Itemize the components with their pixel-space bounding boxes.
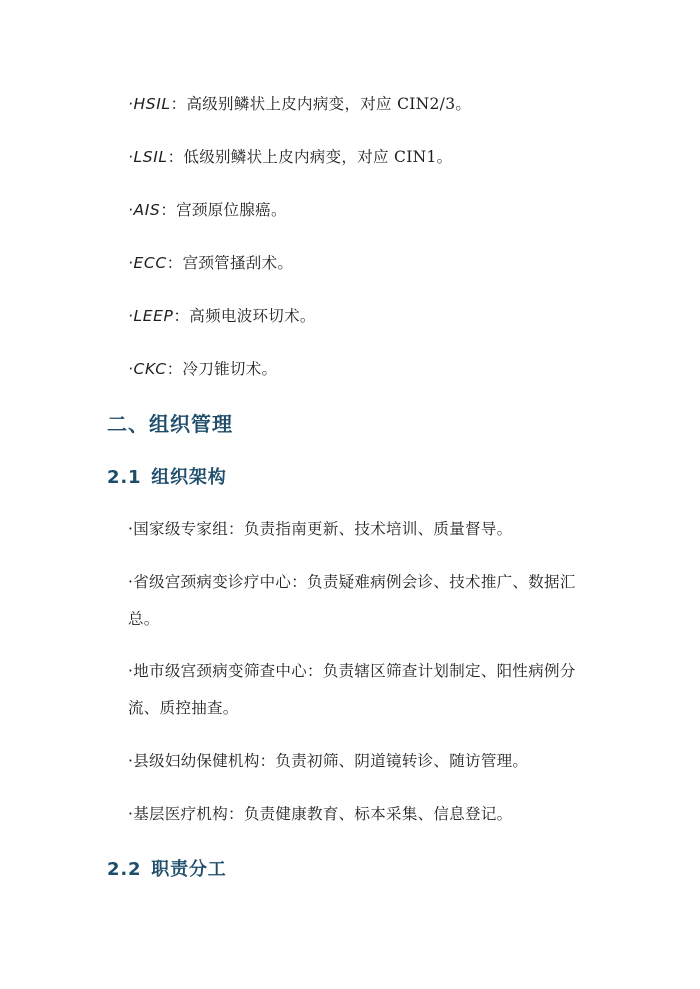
- abbreviation-term: ·ECC: [128, 254, 167, 272]
- subsection-heading-organizational-structure: [107, 463, 227, 489]
- abbreviation-definition: ：宫颈管搔刮术。: [166, 254, 294, 272]
- subsection-number: 2.1: [107, 467, 142, 488]
- org-item-county-maternal-child-institution: ·县级妇幼保健机构：负责初筛、阴道镜转诊、随访管理。: [128, 752, 529, 770]
- org-item-municipal-screening-center: ·地市级宫颈病变筛查中心：负责辖区筛查计划制定、阳性病例分流、质控抽查。: [128, 662, 576, 717]
- section-heading-organization-management: 二、组织管理: [107, 412, 233, 436]
- abbreviation-term: ·AIS: [128, 201, 161, 219]
- abbreviation-ais: [128, 192, 598, 229]
- subsection-title: 职责分工: [151, 859, 227, 880]
- subsection-heading-responsibilities: [107, 855, 227, 881]
- abbreviation-term: ·HSIL: [128, 95, 171, 113]
- org-item-national-expert-group: ·国家级专家组：负责指南更新、技术培训、质量督导。: [128, 520, 513, 538]
- abbreviation-definition: ：高级别鳞状上皮内病变，对应 CIN2/3。: [170, 95, 472, 113]
- org-item-provincial-center: ·省级宫颈病变诊疗中心：负责疑难病例会诊、技术推广、数据汇总。: [128, 573, 576, 628]
- abbreviation-definition: ：冷刀锥切术。: [166, 360, 278, 378]
- abbreviation-ecc: [128, 245, 598, 282]
- abbreviation-term: ·LSIL: [128, 148, 168, 166]
- org-item-primary-medical-institution: ·基层医疗机构：负责健康教育、标本采集、信息登记。: [128, 805, 513, 823]
- subsection-number: 2.2: [107, 859, 142, 880]
- subsection-title: 组织架构: [151, 467, 227, 488]
- abbreviation-ckc: [128, 351, 598, 388]
- abbreviation-lsil: [128, 139, 598, 176]
- abbreviation-definition: ：低级别鳞状上皮内病变，对应 CIN1。: [167, 148, 453, 166]
- abbreviation-definition: ：高频电波环切术。: [173, 307, 316, 325]
- abbreviation-definition: ：宫颈原位腺癌。: [160, 201, 287, 219]
- abbreviation-term: ·LEEP: [128, 307, 174, 325]
- abbreviation-term: ·CKC: [128, 360, 167, 378]
- abbreviation-hsil: [128, 86, 598, 123]
- abbreviation-leep: [128, 298, 598, 335]
